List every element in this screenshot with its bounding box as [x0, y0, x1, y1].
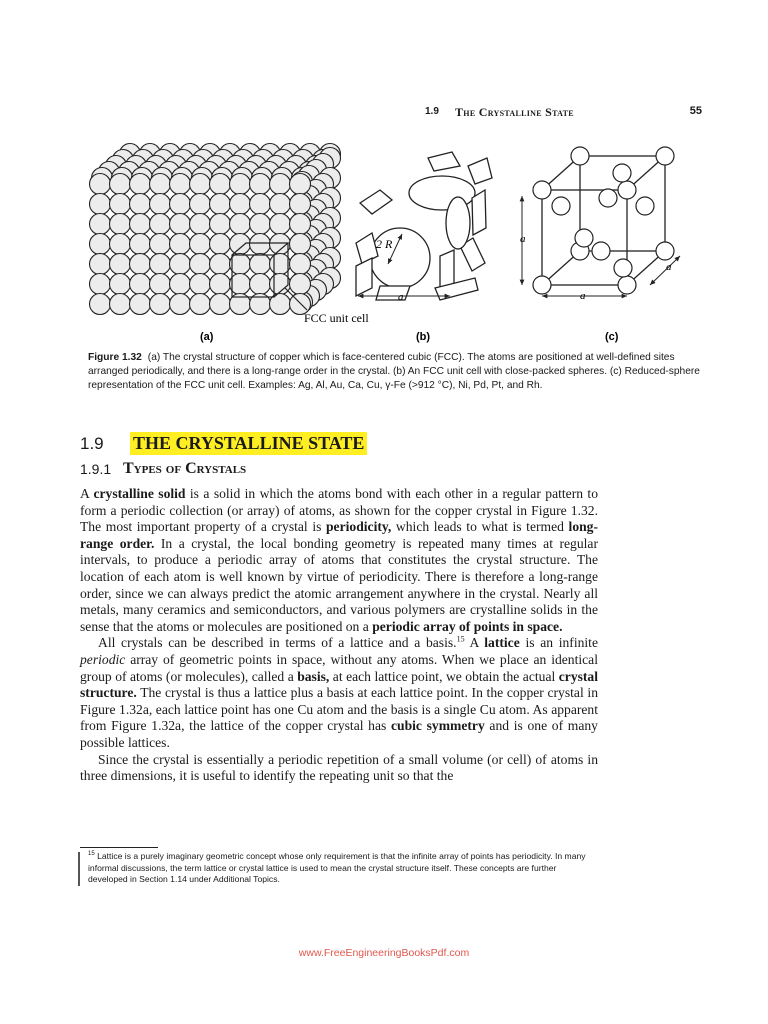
atom-sphere [170, 174, 191, 195]
atom-sphere [290, 274, 311, 295]
atom-sphere [110, 254, 131, 275]
section-title: THE CRYSTALLINE STATE [130, 432, 367, 455]
term-crystal-structure: crystal structure. [80, 668, 599, 701]
lattice-atom [533, 276, 551, 294]
atom-sphere [190, 254, 211, 275]
atom-sphere [250, 194, 271, 215]
lattice-atom [533, 181, 551, 199]
atom-sphere [170, 294, 191, 315]
atom-sphere [90, 274, 111, 295]
atom-sphere [290, 234, 311, 255]
atom-sphere [130, 174, 151, 195]
atom-sphere [110, 214, 131, 235]
atom-sphere [250, 174, 271, 195]
atom-sphere [250, 274, 271, 295]
running-head-section-number: 1.9 [425, 106, 439, 117]
atom-sphere [130, 294, 151, 315]
atom-sphere [90, 214, 111, 235]
atom-sphere [270, 214, 291, 235]
text-run: A [464, 635, 485, 651]
fcc-unit-cell-label: FCC unit cell [304, 311, 369, 325]
footnote-rule [80, 847, 158, 848]
text-run: All crystals can be described in terms of a lattice and a basis. [98, 635, 457, 651]
lattice-atom [592, 242, 610, 260]
lattice-atom [618, 181, 636, 199]
atom-sphere [110, 274, 131, 295]
atom-sphere [150, 214, 171, 235]
atom-sphere [230, 214, 251, 235]
lattice-atom [599, 189, 617, 207]
atom-sphere [250, 214, 271, 235]
atom-sphere [210, 254, 231, 275]
atom-sphere [170, 254, 191, 275]
figure-illustration [80, 138, 700, 348]
atom-sphere [130, 254, 151, 275]
watermark-url[interactable]: www.FreeEngineeringBooksPdf.com [298, 947, 470, 959]
paragraph-3 [80, 752, 598, 785]
atom-sphere [210, 194, 231, 215]
text-run: is a solid in which the atoms bond with each other in a regular pattern to form a periodic collection (or array) of atoms, as shown for the copper crystal in Figure 1.32. The most important property of a crystal is [80, 486, 598, 535]
term-cubic-symmetry: cubic symmetry [390, 718, 485, 734]
atom-sphere [210, 214, 231, 235]
atom-sphere [110, 174, 131, 195]
atom-sphere [290, 254, 311, 275]
text-run: A [80, 486, 94, 501]
term-periodic-italic: periodic [80, 651, 126, 667]
lattice-constant-label-b: a [398, 291, 404, 303]
atom-sphere [130, 274, 151, 295]
atom-sphere [150, 174, 171, 195]
atom-sphere [110, 294, 131, 315]
atom-sphere [210, 274, 231, 295]
lattice-atom [552, 197, 570, 215]
atom-sphere [190, 194, 211, 215]
atom-sphere [170, 274, 191, 295]
atom-sphere [190, 214, 211, 235]
lattice-atom [571, 147, 589, 165]
atom-sphere [230, 254, 251, 275]
atom-sphere [170, 194, 191, 215]
atom-sphere [270, 174, 291, 195]
term-long-range-order: long-range order. [80, 519, 599, 551]
atom-sphere [190, 174, 211, 195]
figure-caption-text: (a) The crystal structure of copper which is face-centered cubic (FCC). The atoms are positioned at well-defined sites arranged periodically, and there is a long-range order in the crystal. (b) An FCC unit cell with close-packed spheres. (c) Reduced-sphere representation of the FCC unit cell. Examples: Ag, Al, Au, Ca, Cu, γ-Fe (>912 °C), Ni, Pd, Pt, and Rh. [88, 352, 700, 392]
panel-label-a: (a) [200, 331, 214, 343]
panel-label-c: (c) [605, 331, 619, 343]
atom-sphere [90, 194, 111, 215]
close-packed-unit-cell-drawing [356, 152, 492, 300]
atom-sphere [190, 274, 211, 295]
atom-sphere [150, 194, 171, 215]
lattice-atom [636, 197, 654, 215]
atom-sphere [210, 294, 231, 315]
footnote-15 [88, 851, 598, 886]
atom-sphere [130, 214, 151, 235]
atom-sphere [110, 194, 131, 215]
panel-label-b: (b) [416, 331, 431, 343]
atom-sphere [230, 194, 251, 215]
atom-sphere [170, 214, 191, 235]
atom-sphere [90, 254, 111, 275]
text-run: array of geometric points in space, without any atoms. When we place an identical group of atoms (or molecules), called a [80, 651, 598, 684]
subsection-title: Types of Crystals [123, 460, 247, 477]
term-lattice: lattice [484, 635, 520, 651]
atom-sphere [210, 174, 231, 195]
lattice-atom [614, 259, 632, 277]
figure-1-32 [80, 138, 700, 348]
text-run: is an infinite [519, 635, 598, 651]
text-run: Since the crystal is essentially a periodic repetition of a small volume (or cell) of atoms in three dimensions, it is useful to identify the repeating unit so that the [80, 751, 598, 784]
atom-sphere [150, 294, 171, 315]
lattice-atom [618, 276, 636, 294]
atom-sphere [290, 194, 311, 215]
term-crystalline-solid: crystalline solid [93, 486, 186, 501]
atom-sphere [270, 254, 291, 275]
atom-sphere [230, 234, 251, 255]
running-head [425, 105, 705, 121]
lattice-atom [575, 229, 593, 247]
atom-sphere [150, 274, 171, 295]
body-text [80, 486, 598, 785]
radius-label: 2 R [376, 237, 393, 251]
atom-sphere [190, 294, 211, 315]
subsection-number: 1.9.1 [80, 461, 112, 477]
text-run: In a crystal, the local bonding geometry is repeated many times at regular intervals, to produce a periodic array of atoms that constitutes the crystal structure. The location of each atom is well known by virtue of periodicity. There is therefore a long-range order, since we can always predict the atomic arrangement anywhere in the crystal. Nearly all metals, many ceramics and semiconductors, and various polymers are crystalline solids in the sense that the atoms or molecules are positioned on a [80, 535, 598, 634]
text-run: at each lattice point, we obtain the actual [329, 668, 559, 684]
atom-sphere [210, 234, 231, 255]
running-head-section-title: The Crystalline State [455, 105, 574, 119]
atom-sphere [230, 274, 251, 295]
atom-sphere [90, 174, 111, 195]
page-number: 55 [689, 105, 702, 117]
paragraph-2 [80, 635, 598, 751]
atom-sphere [130, 234, 151, 255]
term-basis: basis, [297, 668, 330, 684]
footnote-text: Lattice is a purely imaginary geometric concept whose only requirement is that the infinite array of points has periodicity. In many informal discussions, the term lattice or crystal lattice is used to mean the crystal structure itself. These concepts are further developed in Section 1.14 under Additional Topics. [88, 851, 586, 885]
atom-sphere [270, 194, 291, 215]
atom-sphere [130, 194, 151, 215]
figure-caption-label: Figure 1.32 [88, 352, 142, 363]
atom-sphere [290, 214, 311, 235]
atom-sphere [170, 234, 191, 255]
footnote-marker: 15 [88, 851, 95, 858]
atom-sphere [90, 234, 111, 255]
reduced-sphere-atoms [533, 147, 674, 294]
atom-sphere [290, 174, 311, 195]
lattice-constant-label-c-horizontal: a [580, 290, 586, 302]
footnote-reference-15[interactable]: 15 [456, 634, 465, 644]
atom-sphere [110, 234, 131, 255]
lattice-atom [656, 147, 674, 165]
reduced-sphere-unit-cell-drawing [542, 156, 665, 285]
term-periodicity: periodicity, [326, 519, 392, 535]
text-run: which leads to what is termed [391, 519, 569, 535]
lattice-constant-label-c-vertical: a [520, 233, 526, 245]
atom-sphere [250, 234, 271, 255]
text-run: The crystal is thus a lattice plus a basis at each lattice point. In the copper crystal in Figure 1.32a, each lattice point has one Cu atom and the basis is a single Cu atom. As apparent from Figure 1.32a, the lattice of the copper crystal has [80, 685, 598, 734]
lattice-constant-label-c-depth: a [666, 261, 672, 273]
paragraph-1 [80, 486, 598, 635]
atom-sphere [150, 254, 171, 275]
text-run: and is one of many possible lattices. [80, 718, 598, 750]
term-periodic-array: periodic array of points in space. [372, 618, 563, 634]
lattice-atom [613, 164, 631, 182]
change-bar [78, 852, 80, 886]
atom-sphere [150, 234, 171, 255]
atom-sphere [250, 254, 271, 275]
atom-sphere [190, 234, 211, 255]
figure-caption [88, 351, 700, 394]
fcc-crystal-block-drawing [90, 144, 341, 315]
lattice-atom [656, 242, 674, 260]
atom-sphere [230, 174, 251, 195]
atom-sphere [90, 294, 111, 315]
section-number: 1.9 [80, 434, 104, 453]
